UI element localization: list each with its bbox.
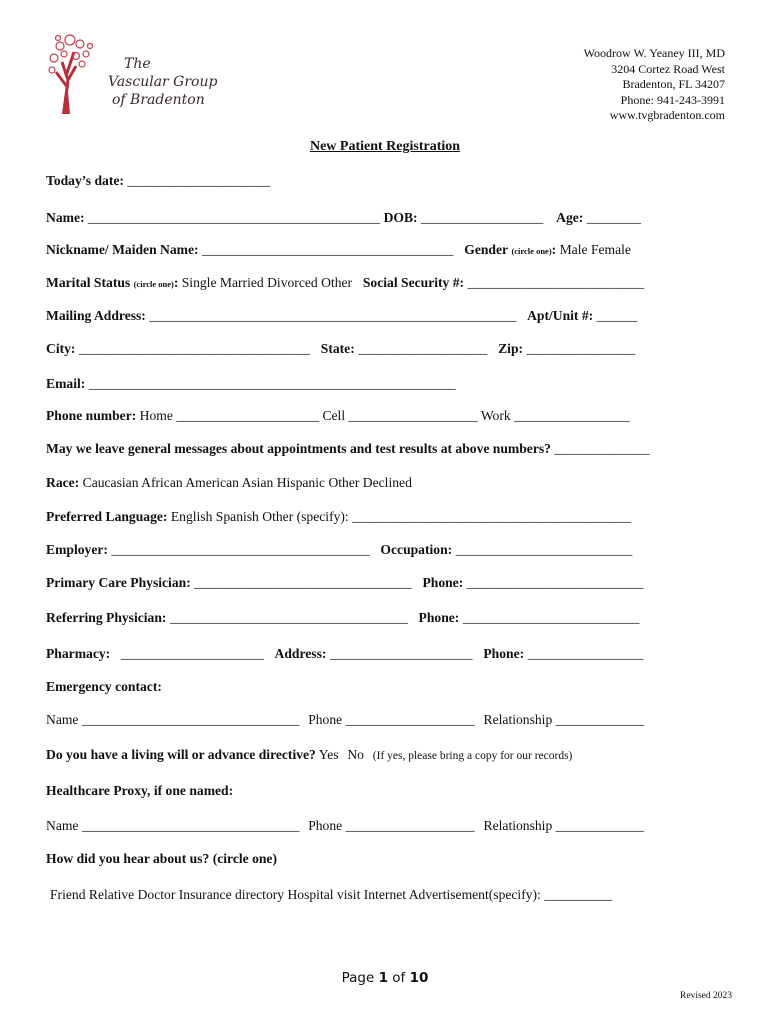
page-number [0,970,770,986]
living-will-row [46,747,572,763]
pharmacy-row [46,646,643,662]
marital-option-divorced[interactable]: Divorced [267,275,318,290]
dob-label: DOB: [383,210,418,225]
race-option-hispanic[interactable]: Hispanic [276,475,326,490]
gender-hint: (circle one) [511,246,552,256]
marital-hint: (circle one) [133,279,174,289]
marital-colon: : [173,275,179,290]
emergency-phone-label: Phone [308,712,343,727]
home-phone-field[interactable]: _____________________ [176,408,320,423]
pcp-phone-field[interactable]: __________________________ [466,575,644,590]
practice-city: Bradenton, FL 34207 [622,77,725,91]
proxy-heading: Healthcare Proxy, if one named: [46,783,234,798]
hear-option-hospital-visit[interactable]: Hospital visit [287,887,361,902]
hear-option-doctor[interactable]: Doctor [137,887,176,902]
language-option-spanish[interactable]: Spanish [215,509,259,524]
marital-option-other[interactable]: Other [321,275,353,290]
language-other-label: Other (specify): [262,509,349,524]
ssn-field[interactable]: __________________________ [467,275,645,290]
apt-field[interactable]: ______ [596,308,638,323]
emergency-phone-field[interactable]: ___________________ [345,712,475,727]
language-option-english[interactable]: English [170,509,213,524]
marital-row [46,275,644,291]
pharmacy-address-field[interactable]: _____________________ [329,646,473,661]
zip-field[interactable]: ________________ [526,341,636,356]
hear-row [50,887,612,903]
emergency-relationship-field[interactable]: _____________ [555,712,645,727]
marital-label: Marital Status [46,275,131,290]
hear-option-internet[interactable]: Internet [363,887,407,902]
living-will-option-no[interactable]: No [347,747,364,762]
proxy-relationship-label: Relationship [483,818,553,833]
pcp-field[interactable]: ________________________________ [194,575,412,590]
nickname-row [46,242,631,258]
nickname-label: Nickname/ Maiden Name: [46,242,199,257]
cell-phone-field[interactable]: ___________________ [348,408,478,423]
nickname-field[interactable]: _____________________________________ [201,242,454,257]
race-option-other[interactable]: Other [328,475,360,490]
employer-row [46,542,632,558]
pharmacy-phone-field[interactable]: _________________ [527,646,644,661]
age-field[interactable]: ________ [586,210,642,225]
city-label: City: [46,341,76,356]
phone-number-label: Phone number: [46,408,137,423]
living-will-note: (If yes, please bring a copy for our records) [372,750,573,762]
practice-phone: Phone: 941-243-3991 [620,92,725,107]
todays-date-row [46,173,270,189]
logo-line-2: Vascular Group [108,74,218,90]
proxy-phone-label: Phone [308,818,343,833]
mailing-field[interactable]: ______________________________________________________ [149,308,517,323]
todays-date-label: Today’s date: [46,173,124,188]
emergency-name-field[interactable]: ________________________________ [81,712,300,727]
referring-label: Referring Physician: [46,610,167,625]
messages-field[interactable]: ______________ [554,441,650,456]
pcp-row [46,575,643,591]
cell-phone-label: Cell [322,408,346,423]
messages-row [46,441,650,457]
ssn-label: Social Security #: [362,275,465,290]
emergency-relationship-label: Relationship [483,712,553,727]
page-total: 10 [409,970,429,986]
name-label: Name: [46,210,85,225]
email-field[interactable]: ______________________________________________________ [88,376,456,391]
city-row [46,341,635,357]
page-prefix: Page [341,970,375,986]
page-title: New Patient Registration [309,139,461,154]
email-label: Email: [46,376,86,391]
referring-field[interactable]: ___________________________________ [169,610,408,625]
page-of: of [392,970,406,986]
proxy-name-label: Name [46,818,79,833]
referring-phone-field[interactable]: __________________________ [462,610,640,625]
home-phone-label: Home [139,408,173,423]
apt-label: Apt/Unit #: [527,308,594,323]
living-will-option-yes[interactable]: Yes [318,747,339,762]
gender-option-male[interactable]: Male [559,242,588,257]
marital-option-married[interactable]: Married [219,275,264,290]
zip-label: Zip: [498,341,524,356]
language-row [46,509,631,525]
logo-line-1: The [124,56,151,72]
mailing-label: Mailing Address: [46,308,146,323]
emergency-name-label: Name [46,712,79,727]
pcp-label: Primary Care Physician: [46,575,191,590]
hear-option-insurance-directory[interactable]: Insurance directory [178,887,285,902]
race-label: Race: [46,475,80,490]
practice-street: 3204 Cortez Road West [611,61,725,76]
todays-date-field[interactable]: _____________________ [127,173,271,188]
gender-option-female[interactable]: Female [590,242,631,257]
name-row [46,210,641,226]
work-phone-field[interactable]: _________________ [514,408,630,423]
referring-row [46,610,639,626]
practice-contact [584,46,725,124]
living-will-label: Do you have a living will or advance directive? [46,747,316,762]
tree-icon [46,32,106,114]
city-field[interactable]: __________________________________ [78,341,310,356]
proxy-relationship-field[interactable]: _____________ [555,818,645,833]
pcp-phone-label: Phone: [422,575,464,590]
gender-label: Gender [464,242,509,257]
state-label: State: [320,341,355,356]
hear-heading: How did you hear about us? (circle one) [46,851,277,866]
employer-field[interactable]: ______________________________________ [111,542,370,557]
phone-number-row [46,408,630,424]
emergency-heading: Emergency contact: [46,679,162,694]
emergency-row [46,712,644,728]
race-option-asian[interactable]: Asian [241,475,274,490]
hear-option-relative[interactable]: Relative [88,887,135,902]
dob-field[interactable]: __________________ [420,210,544,225]
race-option-african-american[interactable]: African American [141,475,239,490]
practice-logo [46,32,226,114]
occupation-field[interactable]: __________________________ [455,542,633,557]
age-label: Age: [556,210,584,225]
revised-note: Revised 2023 [680,991,732,1001]
hear-option-advertisement[interactable]: Advertisement(specify): [408,887,541,902]
pharmacy-phone-label: Phone: [483,646,525,661]
proxy-name-field[interactable]: ________________________________ [81,818,300,833]
hear-advertisement-field[interactable]: __________ [544,887,613,902]
email-row [46,376,456,392]
practice-website[interactable]: www.tvgbradenton.com [609,108,725,122]
pharmacy-address-label: Address: [274,646,327,661]
messages-label: May we leave general messages about appointments and test results at above numbers? [46,441,551,456]
page-current: 1 [378,970,388,986]
mailing-row [46,308,637,324]
work-phone-label: Work [480,408,511,423]
state-field[interactable]: ___________________ [358,341,488,356]
doctor-name: Woodrow W. Yeaney III, MD [583,46,725,60]
gender-colon: : [551,242,557,257]
proxy-row [46,818,644,834]
hear-option-friend[interactable]: Friend [50,887,86,902]
race-row [46,475,412,491]
referring-phone-label: Phone: [418,610,460,625]
language-label: Preferred Language: [46,509,168,524]
proxy-phone-field[interactable]: ___________________ [345,818,475,833]
name-field[interactable]: ___________________________________________ [87,210,381,225]
language-other-field[interactable]: _________________________________________ [352,509,631,524]
pharmacy-field[interactable]: _____________________ [121,646,264,661]
race-option-declined[interactable]: Declined [362,475,412,490]
marital-option-single[interactable]: Single [181,275,217,290]
race-option-caucasian[interactable]: Caucasian [82,475,139,490]
pharmacy-label: Pharmacy: [46,646,111,661]
employer-label: Employer: [46,542,108,557]
occupation-label: Occupation: [380,542,453,557]
logo-line-3: of Bradenton [112,92,205,108]
